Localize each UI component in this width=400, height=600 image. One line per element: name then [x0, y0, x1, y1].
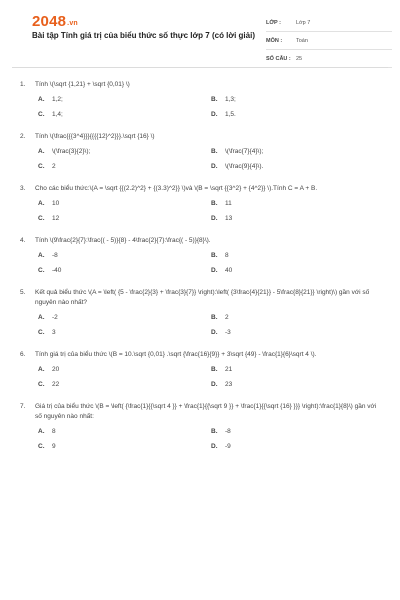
- answer-option[interactable]: [211, 381, 382, 388]
- option-text: 8: [225, 252, 229, 259]
- answer-option[interactable]: [211, 96, 382, 103]
- question-text: Tính \(9\frac{2}{7}:\frac{( - 5)}{8} - 4\frac{2}{7}:\frac{( - 5)}{8}\).: [35, 237, 211, 244]
- option-text: 2: [225, 314, 229, 321]
- question-text: Tính \(\sqrt {1,21} + \sqrt {0,01} \): [35, 81, 130, 88]
- answer-option[interactable]: [211, 163, 382, 170]
- question-item: [20, 132, 382, 170]
- answer-option[interactable]: [211, 215, 382, 222]
- answer-option[interactable]: [38, 148, 211, 155]
- question-number: 7.: [20, 403, 26, 410]
- option-key: B.: [211, 200, 218, 207]
- option-text: \(\frac{7}{4}\);: [225, 148, 264, 155]
- option-key: B.: [211, 366, 218, 373]
- answer-options: [20, 96, 382, 118]
- answer-option[interactable]: [211, 329, 382, 336]
- header-divider: [12, 67, 388, 68]
- question-item: [20, 402, 382, 450]
- option-key: A.: [38, 252, 45, 259]
- option-text: 8: [52, 428, 56, 435]
- option-key: C.: [38, 111, 45, 118]
- question-text: Tính \(\frac{{{3^4}}}{{{{12}^2}}}.\sqrt {16} \): [35, 133, 155, 140]
- option-text: -8: [225, 428, 231, 435]
- option-key: B.: [211, 314, 218, 321]
- answer-option[interactable]: [38, 215, 211, 222]
- answer-option[interactable]: [211, 366, 382, 373]
- answer-option[interactable]: [38, 200, 211, 207]
- info-row-grade: [266, 14, 392, 32]
- option-key: D.: [211, 381, 218, 388]
- answer-options: [20, 148, 382, 170]
- logo-tld: .vn: [67, 20, 78, 27]
- question-number: 3.: [20, 185, 26, 192]
- option-text: 13: [225, 215, 233, 222]
- option-key: C.: [38, 267, 45, 274]
- option-key: D.: [211, 215, 218, 222]
- answer-option[interactable]: [211, 148, 382, 155]
- option-text: 1,2;: [52, 96, 63, 103]
- answer-option[interactable]: [38, 163, 211, 170]
- option-key: C.: [38, 215, 45, 222]
- question-number: 6.: [20, 351, 26, 358]
- option-text: -40: [52, 267, 62, 274]
- option-text: 22: [52, 381, 60, 388]
- option-text: 1,3;: [225, 96, 236, 103]
- answer-option[interactable]: [211, 428, 382, 435]
- info-label: SỐ CÂU :: [266, 55, 291, 62]
- header: [12, 0, 388, 66]
- option-text: 9: [52, 443, 56, 450]
- option-key: D.: [211, 267, 218, 274]
- info-row-count: [266, 50, 392, 68]
- question-stem: [20, 132, 382, 142]
- question-stem: [20, 402, 382, 422]
- question-stem: [20, 184, 382, 194]
- answer-option[interactable]: [38, 366, 211, 373]
- answer-option[interactable]: [211, 314, 382, 321]
- info-value: Lớp 7: [296, 19, 311, 26]
- answer-option[interactable]: [38, 428, 211, 435]
- option-key: D.: [211, 111, 218, 118]
- answer-option[interactable]: [38, 96, 211, 103]
- site-logo[interactable]: [32, 13, 78, 30]
- question-item: [20, 236, 382, 274]
- answer-option[interactable]: [38, 111, 211, 118]
- answer-options: [20, 200, 382, 222]
- question-stem: [20, 288, 382, 308]
- answer-options: [20, 314, 382, 336]
- question-item: [20, 184, 382, 222]
- option-text: 3: [52, 329, 56, 336]
- info-label: LỚP :: [266, 19, 281, 26]
- option-text: 23: [225, 381, 233, 388]
- option-text: 1,5.: [225, 111, 236, 118]
- question-stem: [20, 80, 382, 90]
- option-text: 10: [52, 200, 60, 207]
- option-key: C.: [38, 381, 45, 388]
- answer-options: [20, 366, 382, 388]
- question-list: [0, 80, 400, 464]
- option-text: -3: [225, 329, 231, 336]
- info-table: [266, 14, 392, 68]
- question-number: 2.: [20, 133, 26, 140]
- option-text: 11: [225, 200, 232, 207]
- answer-option[interactable]: [38, 267, 211, 274]
- option-key: A.: [38, 428, 45, 435]
- option-text: 2: [52, 163, 56, 170]
- option-key: A.: [38, 366, 45, 373]
- question-text: Kết quả biểu thức \(A = \left( {5 - \frac{2}{3} + \frac{3}{7}} \right):\left( {3\frac{4}{21}} - 5\frac{8}{21}} \right)\) gần với số nguyên nào nhất?: [35, 289, 370, 306]
- option-key: B.: [211, 428, 218, 435]
- option-text: -9: [225, 443, 231, 450]
- option-text: 40: [225, 267, 233, 274]
- question-text: Tính giá trị của biểu thức \(B = 10.\sqrt {0,01} .\sqrt {\frac{16}{9}} + 3\sqrt {49} - \frac{1}{6}\sqrt 4 \).: [35, 351, 317, 358]
- question-number: 1.: [20, 81, 26, 88]
- answer-option[interactable]: [211, 200, 382, 207]
- question-item: [20, 350, 382, 388]
- option-key: A.: [38, 96, 45, 103]
- option-key: B.: [211, 96, 218, 103]
- answer-option[interactable]: [38, 443, 211, 450]
- option-key: A.: [38, 200, 45, 207]
- question-item: [20, 288, 382, 336]
- option-key: D.: [211, 163, 218, 170]
- option-text: -2: [52, 314, 58, 321]
- info-row-subject: [266, 32, 392, 50]
- answer-options: [20, 252, 382, 274]
- page-title: Bài tập Tính giá trị của biểu thức số thực lớp 7 (có lời giải): [32, 31, 255, 40]
- option-text: -8: [52, 252, 58, 259]
- logo-main: 2048: [32, 13, 67, 30]
- option-text: \(\frac{9}{4}\).: [225, 163, 264, 170]
- option-key: B.: [211, 148, 218, 155]
- option-text: \(\frac{3}{2}\);: [52, 148, 91, 155]
- option-text: 20: [52, 366, 60, 373]
- answer-option[interactable]: [211, 111, 382, 118]
- option-key: B.: [211, 252, 218, 259]
- info-value: Toán: [296, 37, 308, 44]
- question-text: Giá trị của biểu thức \(B = \left( {\frac{1}{{\sqrt 4 }} + \frac{1}{{\sqrt 9 }} + \frac{1}{{\sqrt {16} }}} \right):\frac{1}{8}\) gần với số nguyên nào nhất:: [35, 403, 377, 420]
- option-key: D.: [211, 329, 218, 336]
- answer-option[interactable]: [211, 252, 382, 259]
- option-key: A.: [38, 148, 45, 155]
- answer-option[interactable]: [38, 314, 211, 321]
- answer-option[interactable]: [38, 381, 211, 388]
- option-key: C.: [38, 329, 45, 336]
- info-value: 25: [296, 55, 303, 62]
- option-key: C.: [38, 443, 45, 450]
- option-text: 1,4;: [52, 111, 63, 118]
- question-number: 4.: [20, 237, 26, 244]
- question-item: [20, 80, 382, 118]
- answer-options: [20, 428, 382, 450]
- question-stem: [20, 350, 382, 360]
- option-key: D.: [211, 443, 218, 450]
- option-text: 21: [225, 366, 233, 373]
- option-key: C.: [38, 163, 45, 170]
- question-stem: [20, 236, 382, 246]
- answer-option[interactable]: [38, 252, 211, 259]
- info-label: MÔN :: [266, 37, 283, 44]
- answer-option[interactable]: [211, 443, 382, 450]
- answer-option[interactable]: [38, 329, 211, 336]
- option-text: 12: [52, 215, 60, 222]
- question-number: 5.: [20, 289, 26, 296]
- answer-option[interactable]: [211, 267, 382, 274]
- option-key: A.: [38, 314, 45, 321]
- question-text: Cho các biểu thức:\(A = \sqrt {{(2.2)^2} + {(3.3)^2}} \)và \(B = \sqrt {{3^2} + {4^2}} \).Tính C = A + B.: [35, 185, 318, 192]
